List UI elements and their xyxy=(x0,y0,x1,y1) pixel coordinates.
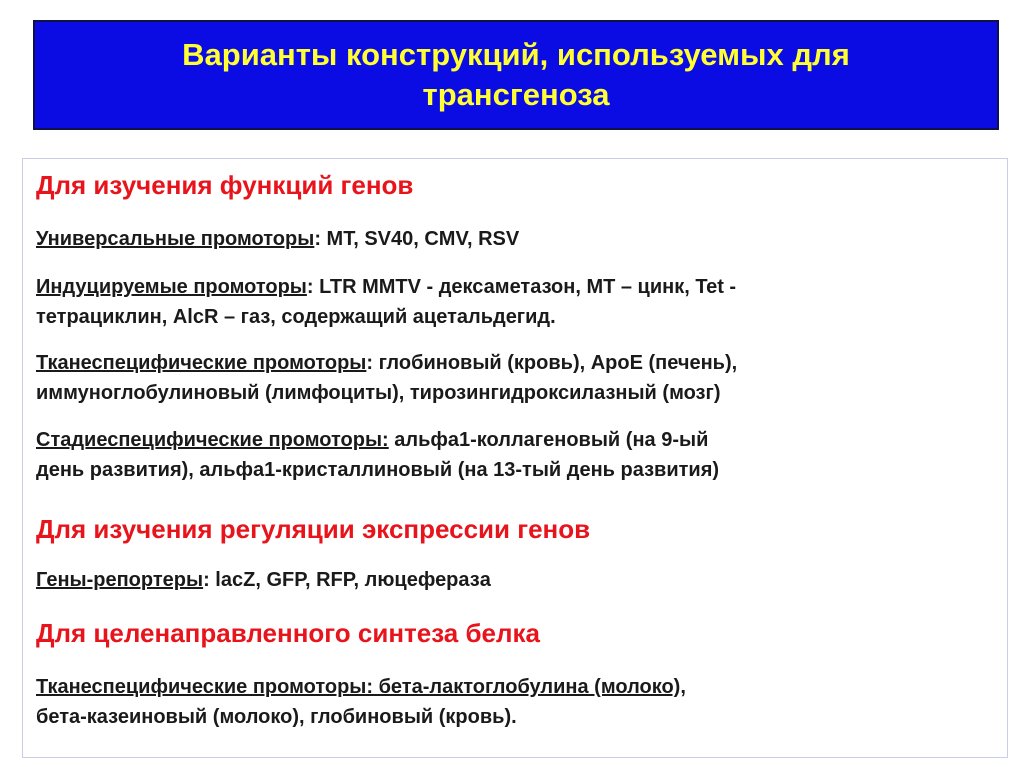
term-label: Стадиеспецифические промоторы: xyxy=(36,429,389,451)
term-label: Универсальные промоторы xyxy=(36,228,315,250)
paragraph-stage-specific-promoters xyxy=(36,425,719,485)
term-separator: : xyxy=(203,569,210,591)
paragraph-tissue-specific-promoters xyxy=(36,348,737,408)
section-heading-expression-regulation: Для изучения регуляции экспрессии генов xyxy=(36,514,591,544)
slide-title-line-2: трансгеноза xyxy=(422,77,610,112)
section-heading-protein-synthesis: Для целенаправленного синтеза белка xyxy=(36,618,540,648)
term-text: LTR MMTV - дексаметазон, MT – цинк, Tet - xyxy=(313,276,737,298)
term-text: глобиновый (кровь), ApoE (печень), xyxy=(373,352,738,374)
paragraph-reporter-genes xyxy=(36,565,491,595)
term-text-continued: иммуноглобулиновый (лимфоциты), тирозингидроксилазный (мозг) xyxy=(36,382,721,404)
term-text-continued: бета-казеиновый (молоко), глобиновый (кровь). xyxy=(36,706,517,728)
term-label: Гены-репортеры xyxy=(36,569,204,591)
term-label: Тканеспецифические промоторы: бета-лактоглобулина (молоко), xyxy=(36,676,686,698)
term-label: Индуцируемые промоторы xyxy=(36,276,307,298)
paragraph-tissue-specific-protein xyxy=(36,672,686,732)
term-text: lacZ, GFP, RFP, люцеферазa xyxy=(209,569,491,591)
slide-title-line-1: Варианты конструкций, используемых для xyxy=(182,37,850,72)
term-separator: : xyxy=(314,228,321,250)
section-heading-gene-function: Для изучения функций генов xyxy=(36,170,414,200)
term-label: Тканеспецифические промоторы xyxy=(36,352,367,374)
term-text-continued: день развития), альфа1-кристаллиновый (на 13-тый день развития) xyxy=(36,459,720,481)
term-separator: : xyxy=(366,352,374,374)
slide-title-banner xyxy=(33,20,999,130)
term-separator: : xyxy=(306,276,314,298)
term-text: альфа1-коллагеновый (на 9-ый xyxy=(388,429,709,451)
term-text-continued: тетрациклин, AlcR – газ, содержащий ацетальдегид. xyxy=(36,306,556,328)
paragraph-universal-promoters xyxy=(36,224,519,254)
term-text: MT, SV40, CMV, RSV xyxy=(320,228,520,250)
paragraph-inducible-promoters xyxy=(36,272,736,332)
